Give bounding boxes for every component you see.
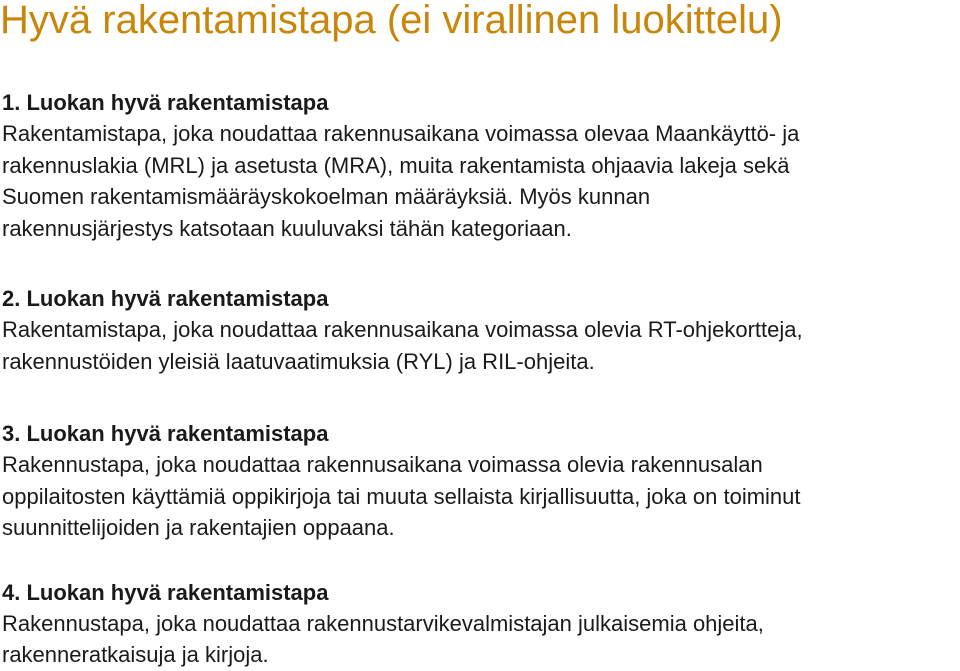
section-paragraph <box>2 608 952 670</box>
paragraph-line: rakennustöiden yleisiä laatuvaatimuksia (RYL) ja RIL-ohjeita. <box>2 348 595 374</box>
paragraph-line: oppilaitosten käyttämiä oppikirjoja tai muuta sellaista kirjallisuutta, joka on toiminut <box>2 483 801 509</box>
section-paragraph <box>2 314 952 377</box>
paragraph-line: suunnittelijoiden ja rakentajien oppaana. <box>2 515 395 540</box>
section-heading: 2. Luokan hyvä rakentamistapa <box>2 286 329 311</box>
section-class-2 <box>2 284 952 377</box>
page-title: Hyvä rakentamistapa (ei virallinen luokittelu) <box>0 0 783 42</box>
paragraph-line: rakennuslakia (MRL) ja asetusta (MRA), muita rakentamista ohjaavia lakeja sekä <box>2 152 790 178</box>
section-class-4 <box>2 578 952 670</box>
section-heading: 4. Luokan hyvä rakentamistapa <box>2 580 329 605</box>
section-heading: 3. Luokan hyvä rakentamistapa <box>2 421 329 446</box>
paragraph-line: Rakennustapa, joka noudattaa rakennusaikana voimassa olevia rakennusalan <box>2 452 763 477</box>
paragraph-line: rakennusjärjestys katsotaan kuuluvaksi tähän kategoriaan. <box>2 215 572 241</box>
paragraph-line: Rakentamistapa, joka noudattaa rakennusaikana voimassa olevia RT-ohjekortteja, <box>2 317 803 342</box>
paragraph-line: Suomen rakentamismääräyskokoelman määräyksiä. Myös kunnan <box>2 184 651 209</box>
section-paragraph <box>2 449 952 544</box>
section-class-1 <box>2 88 952 244</box>
paragraph-line: rakenneratkaisuja ja kirjoja. <box>2 642 269 667</box>
section-paragraph <box>2 118 952 244</box>
paragraph-line: Rakentamistapa, joka noudattaa rakennusaikana voimassa olevaa Maankäyttö- ja <box>2 121 800 146</box>
paragraph-line: Rakennustapa, joka noudattaa rakennustarvikevalmistajan julkaisemia ohjeita, <box>2 611 764 636</box>
section-heading: 1. Luokan hyvä rakentamistapa <box>2 90 329 115</box>
section-class-3 <box>2 419 952 544</box>
